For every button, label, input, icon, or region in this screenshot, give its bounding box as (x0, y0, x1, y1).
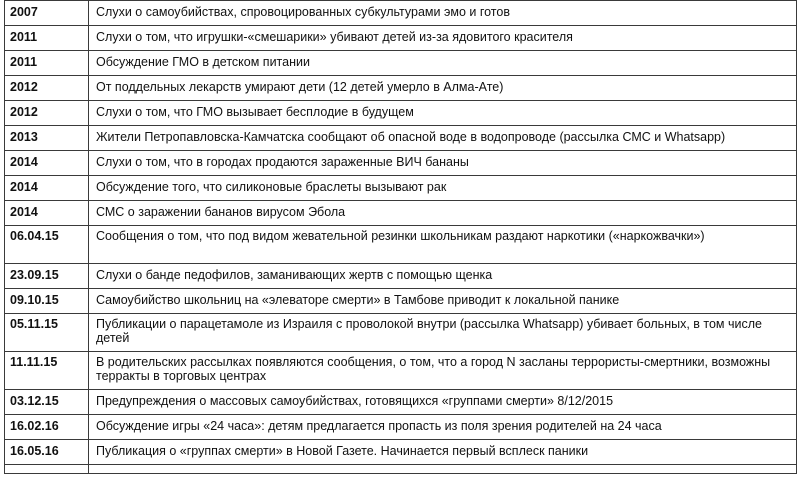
row-event: СМС о заражении бананов вирусом Эбола (89, 201, 797, 226)
row-event: Публикации о парацетамоле из Израиля с проволокой внутри (рассылка Whatsapp) убивает больных, в том числе детей (89, 314, 797, 352)
row-date: 2014 (5, 151, 89, 176)
table-body (5, 1, 797, 474)
row-event: Сообщения о том, что под видом жевательной резинки школьникам раздают наркотики («наркожвачки») (89, 226, 797, 264)
row-event: Обсуждение игры «24 часа»: детям предлагается пропасть из поля зрения родителей на 24 часа (89, 415, 797, 440)
row-date: 2014 (5, 201, 89, 226)
table-row (5, 264, 797, 289)
table-row (5, 76, 797, 101)
table-row (5, 440, 797, 465)
row-event: Слухи о самоубийствах, спровоцированных субкультурами эмо и готов (89, 1, 797, 26)
rumors-timeline-table (4, 0, 797, 474)
row-date: 03.12.15 (5, 390, 89, 415)
events-table-container (4, 0, 796, 474)
row-date: 2013 (5, 126, 89, 151)
table-row (5, 101, 797, 126)
row-event: Самоубийство школьниц на «элеваторе смерти» в Тамбове приводит к локальной панике (89, 289, 797, 314)
row-event: Слухи о том, что игрушки-«смешарики» убивают детей из-за ядовитого красителя (89, 26, 797, 51)
row-date: 06.04.15 (5, 226, 89, 264)
row-date: 2011 (5, 51, 89, 76)
table-row (5, 314, 797, 352)
row-event: Публикация о «группах смерти» в Новой Газете. Начинается первый всплеск паники (89, 440, 797, 465)
table-row (5, 415, 797, 440)
row-date: 2007 (5, 1, 89, 26)
row-event: Предупреждения о массовых самоубийствах, готовящихся «группами смерти» 8/12/2015 (89, 390, 797, 415)
table-row (5, 51, 797, 76)
table-row (5, 1, 797, 26)
table-row (5, 226, 797, 264)
row-date: 16.02.16 (5, 415, 89, 440)
row-date: 2012 (5, 101, 89, 126)
table-row (5, 201, 797, 226)
row-date: 11.11.15 (5, 352, 89, 390)
row-date: 2012 (5, 76, 89, 101)
table-row (5, 126, 797, 151)
table-row (5, 26, 797, 51)
row-date: 2014 (5, 176, 89, 201)
row-date (5, 465, 89, 474)
row-event: В родительских рассылках появляются сообщения, о том, что а город N засланы террористы-смертники, возможны терракты в торговых центрах (89, 352, 797, 390)
table-row-cut-off (5, 465, 797, 474)
row-event: От поддельных лекарств умирают дети (12 детей умерло в Алма-Ате) (89, 76, 797, 101)
table-row (5, 352, 797, 390)
row-event: Обсуждение того, что силиконовые браслеты вызывают рак (89, 176, 797, 201)
table-row (5, 289, 797, 314)
row-date: 2011 (5, 26, 89, 51)
table-row (5, 151, 797, 176)
row-event (89, 465, 797, 474)
table-row (5, 390, 797, 415)
row-event: Слухи о том, что в городах продаются зараженные ВИЧ бананы (89, 151, 797, 176)
table-row (5, 176, 797, 201)
row-event: Слухи о том, что ГМО вызывает бесплодие в будущем (89, 101, 797, 126)
row-date: 16.05.16 (5, 440, 89, 465)
row-event: Слухи о банде педофилов, заманивающих жертв с помощью щенка (89, 264, 797, 289)
row-date: 05.11.15 (5, 314, 89, 352)
row-event: Обсуждение ГМО в детском питании (89, 51, 797, 76)
row-date: 23.09.15 (5, 264, 89, 289)
row-event: Жители Петропавловска-Камчатска сообщают об опасной воде в водопроводе (рассылка СМС и Whatsapp) (89, 126, 797, 151)
row-date: 09.10.15 (5, 289, 89, 314)
